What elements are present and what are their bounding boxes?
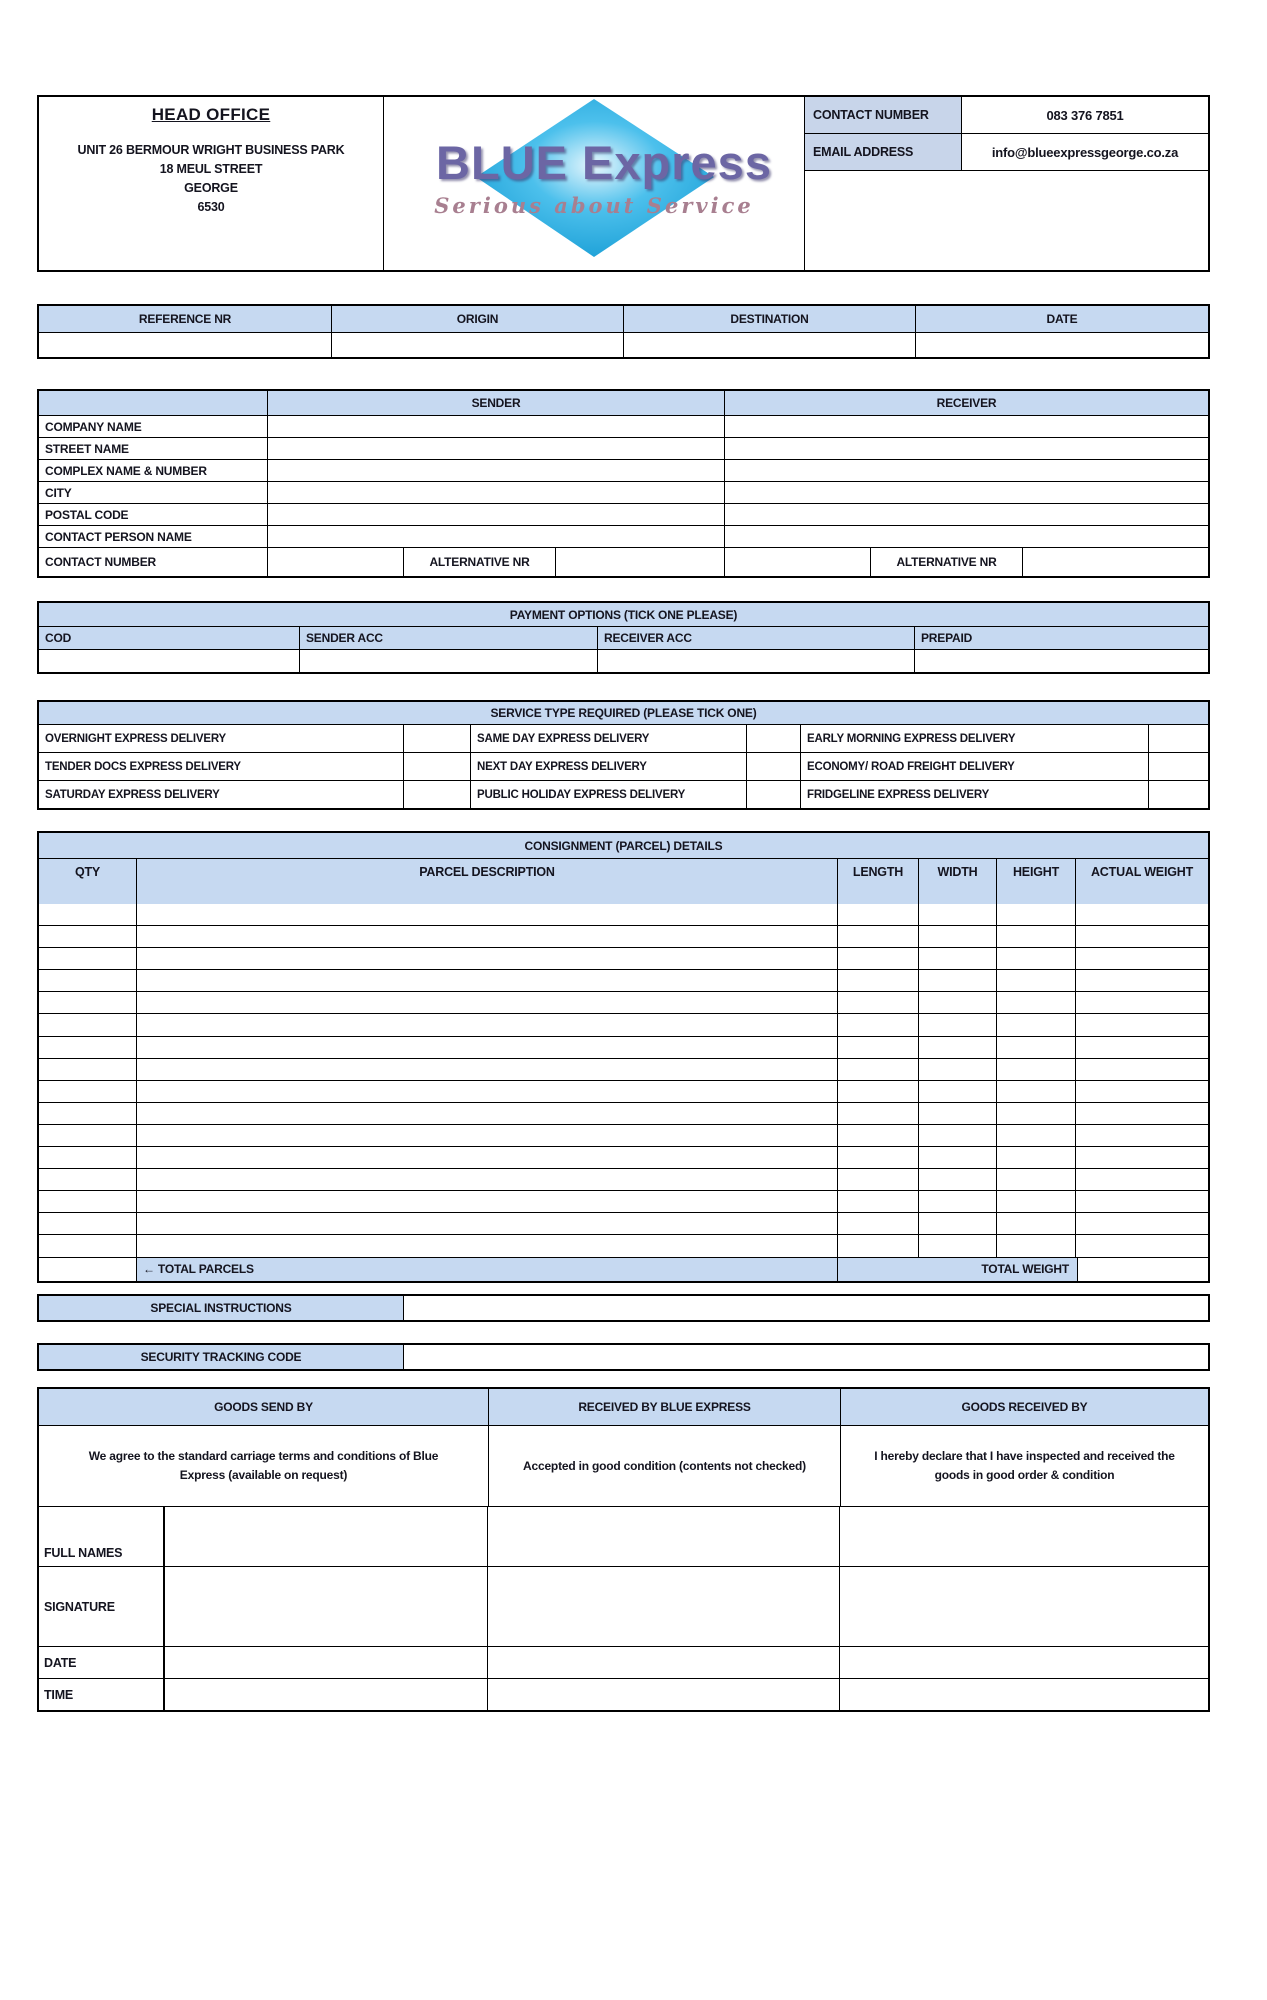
reference-nr-header: REFERENCE NR bbox=[39, 306, 331, 332]
consignment-input-cell[interactable] bbox=[918, 1081, 996, 1102]
saturday-delivery-label: SATURDAY EXPRESS DELIVERY bbox=[45, 788, 220, 801]
sender-terms-statement: We agree to the standard carriage terms and conditions of Blue Express (available on request) bbox=[88, 1449, 439, 1482]
receiver-signature-input-cell[interactable] bbox=[839, 1567, 1208, 1646]
consignment-input-cell[interactable] bbox=[837, 1125, 918, 1146]
goods-send-by-header: GOODS SEND BY bbox=[39, 1389, 488, 1425]
total-weight-label: TOTAL WEIGHT bbox=[837, 1258, 1077, 1281]
consignment-input-cell[interactable] bbox=[1075, 1191, 1208, 1212]
parties-corner-cell bbox=[39, 391, 267, 415]
consignment-input-cell[interactable] bbox=[996, 1081, 1075, 1102]
header-table bbox=[37, 95, 1210, 272]
time-label: TIME bbox=[39, 1679, 164, 1710]
email-value: info@blueexpressgeorge.co.za bbox=[991, 144, 1179, 160]
security-tracking-input-cell[interactable] bbox=[403, 1345, 1208, 1369]
consignment-input-cell[interactable] bbox=[136, 1103, 837, 1124]
full-names-label: FULL NAMES bbox=[39, 1507, 164, 1566]
date-label: DATE bbox=[39, 1647, 164, 1678]
tender-docs-delivery-tick-cell[interactable] bbox=[403, 753, 470, 780]
consignment-input-cell[interactable] bbox=[918, 1059, 996, 1080]
destination-header: DESTINATION bbox=[623, 306, 915, 332]
consignment-empty-row bbox=[39, 991, 1208, 1013]
public-holiday-delivery-label: PUBLIC HOLIDAY EXPRESS DELIVERY bbox=[470, 781, 746, 808]
consignment-input-cell[interactable] bbox=[39, 970, 136, 991]
origin-header: ORIGIN bbox=[331, 306, 623, 332]
consignment-input-cell[interactable] bbox=[1075, 1014, 1208, 1035]
consignment-input-cell[interactable] bbox=[136, 1059, 837, 1080]
next-day-delivery-tick-cell[interactable] bbox=[746, 753, 800, 780]
consignment-input-cell[interactable] bbox=[837, 948, 918, 969]
consignment-input-cell[interactable] bbox=[39, 926, 136, 947]
sender-acc-label: SENDER ACC bbox=[299, 627, 597, 649]
consignment-input-cell[interactable] bbox=[837, 926, 918, 947]
consignment-input-cell[interactable] bbox=[996, 1235, 1075, 1256]
consignment-input-cell[interactable] bbox=[1075, 1169, 1208, 1190]
head-office-address bbox=[39, 141, 383, 217]
receiver-complex-input-cell[interactable] bbox=[724, 460, 1208, 481]
consignment-input-cell[interactable] bbox=[996, 1169, 1075, 1190]
security-tracking-row bbox=[37, 1343, 1210, 1371]
consignment-input-cell[interactable] bbox=[136, 1081, 837, 1102]
same-day-delivery-tick-cell[interactable] bbox=[746, 725, 800, 752]
consignment-input-cell[interactable] bbox=[837, 970, 918, 991]
consignment-input-cell[interactable] bbox=[39, 1081, 136, 1102]
consignment-input-cell[interactable] bbox=[837, 1169, 918, 1190]
length-column-header: LENGTH bbox=[837, 859, 918, 904]
consignment-input-cell[interactable] bbox=[136, 1037, 837, 1058]
consignment-input-cell[interactable] bbox=[1075, 1147, 1208, 1168]
economy-road-freight-tick-cell[interactable] bbox=[1148, 753, 1208, 780]
consignment-input-cell[interactable] bbox=[837, 1081, 918, 1102]
head-office-cell bbox=[39, 97, 383, 270]
consignment-input-cell[interactable] bbox=[136, 948, 837, 969]
consignment-empty-row bbox=[39, 1013, 1208, 1035]
carrier-time-input-cell[interactable] bbox=[487, 1679, 839, 1710]
city-label: CITY bbox=[45, 485, 72, 500]
consignment-empty-row bbox=[39, 1080, 1208, 1102]
parties-table bbox=[37, 389, 1210, 578]
consignment-input-cell[interactable] bbox=[39, 1059, 136, 1080]
receiver-alternative-nr-input-cell[interactable] bbox=[1022, 548, 1208, 576]
sender-complex-input-cell[interactable] bbox=[267, 460, 724, 481]
consignment-input-cell[interactable] bbox=[39, 1014, 136, 1035]
street-name-label: STREET NAME bbox=[45, 441, 129, 456]
next-day-delivery-label: NEXT DAY EXPRESS DELIVERY bbox=[470, 753, 746, 780]
address-line: 6530 bbox=[197, 200, 225, 214]
overnight-delivery-label: OVERNIGHT EXPRESS DELIVERY bbox=[45, 732, 226, 745]
consignment-empty-row bbox=[39, 1102, 1208, 1124]
payment-options-title: PAYMENT OPTIONS (TICK ONE PLEASE) bbox=[39, 603, 1208, 626]
consignment-input-cell[interactable] bbox=[39, 904, 136, 925]
consignment-input-cell[interactable] bbox=[39, 948, 136, 969]
destination-input-cell[interactable] bbox=[623, 333, 915, 357]
economy-road-freight-label: ECONOMY/ ROAD FREIGHT DELIVERY bbox=[800, 753, 1148, 780]
consignment-input-cell[interactable] bbox=[1075, 1081, 1208, 1102]
carrier-full-names-input-cell[interactable] bbox=[487, 1507, 839, 1566]
consignment-input-cell[interactable] bbox=[918, 926, 996, 947]
consignment-input-cell[interactable] bbox=[1075, 1213, 1208, 1234]
address-line: 18 MEUL STREET bbox=[159, 162, 263, 176]
consignment-input-cell[interactable] bbox=[996, 992, 1075, 1013]
cod-label: COD bbox=[39, 627, 299, 649]
receiver-time-input-cell[interactable] bbox=[839, 1679, 1208, 1710]
date-input-cell[interactable] bbox=[915, 333, 1208, 357]
consignment-input-cell[interactable] bbox=[996, 1213, 1075, 1234]
signoff-table bbox=[37, 1387, 1210, 1712]
consignment-input-cell[interactable] bbox=[837, 1059, 918, 1080]
contact-number-row bbox=[805, 97, 1208, 134]
consignment-input-cell[interactable] bbox=[136, 1125, 837, 1146]
consignment-input-cell[interactable] bbox=[136, 1014, 837, 1035]
reference-nr-input-cell[interactable] bbox=[39, 333, 331, 357]
consignment-input-cell[interactable] bbox=[996, 970, 1075, 991]
sender-city-input-cell[interactable] bbox=[267, 482, 724, 503]
consignment-input-cell[interactable] bbox=[1075, 1103, 1208, 1124]
consignment-input-cell[interactable] bbox=[136, 1191, 837, 1212]
actual-weight-column-header: ACTUAL WEIGHT bbox=[1075, 859, 1208, 904]
consignment-input-cell[interactable] bbox=[918, 992, 996, 1013]
consignment-input-cell[interactable] bbox=[136, 1213, 837, 1234]
contact-number-row-label: CONTACT NUMBER bbox=[45, 555, 156, 569]
carrier-signature-input-cell[interactable] bbox=[487, 1567, 839, 1646]
security-tracking-label: SECURITY TRACKING CODE bbox=[39, 1345, 403, 1369]
consignment-input-cell[interactable] bbox=[918, 1103, 996, 1124]
consignment-input-cell[interactable] bbox=[1075, 1125, 1208, 1146]
consignment-empty-row bbox=[39, 969, 1208, 991]
consignment-input-cell[interactable] bbox=[39, 1169, 136, 1190]
special-instructions-input-cell[interactable] bbox=[403, 1296, 1208, 1320]
consignment-input-cell[interactable] bbox=[837, 992, 918, 1013]
receiver-date-input-cell[interactable] bbox=[839, 1647, 1208, 1678]
consignment-input-cell[interactable] bbox=[837, 1191, 918, 1212]
consignment-input-cell[interactable] bbox=[136, 992, 837, 1013]
receiver-contact-number-input-cell[interactable] bbox=[724, 548, 870, 576]
carrier-date-input-cell[interactable] bbox=[487, 1647, 839, 1678]
sender-full-names-input-cell[interactable] bbox=[164, 1507, 487, 1566]
brand-wordmark: BLUE Express bbox=[436, 136, 772, 189]
consignment-input-cell[interactable] bbox=[1075, 926, 1208, 947]
origin-input-cell[interactable] bbox=[331, 333, 623, 357]
contact-person-label: CONTACT PERSON NAME bbox=[45, 529, 192, 544]
receiver-acc-label: RECEIVER ACC bbox=[597, 627, 914, 649]
receiver-acc-tick-cell[interactable] bbox=[597, 650, 914, 672]
consignment-input-cell[interactable] bbox=[39, 992, 136, 1013]
consignment-input-cell[interactable] bbox=[136, 1147, 837, 1168]
consignment-empty-rows bbox=[39, 903, 1208, 1257]
consignment-input-cell[interactable] bbox=[918, 1169, 996, 1190]
complex-name-label: COMPLEX NAME & NUMBER bbox=[45, 463, 207, 478]
service-type-title: SERVICE TYPE REQUIRED (PLEASE TICK ONE) bbox=[39, 702, 1208, 724]
consignment-empty-row bbox=[39, 1036, 1208, 1058]
consignment-input-cell[interactable] bbox=[1075, 904, 1208, 925]
early-morning-delivery-label: EARLY MORNING EXPRESS DELIVERY bbox=[800, 725, 1148, 752]
special-instructions-label: SPECIAL INSTRUCTIONS bbox=[39, 1296, 403, 1320]
consignment-input-cell[interactable] bbox=[136, 1235, 837, 1256]
consignment-input-cell[interactable] bbox=[1075, 970, 1208, 991]
cod-tick-cell[interactable] bbox=[39, 650, 299, 672]
consignment-input-cell[interactable] bbox=[837, 904, 918, 925]
consignment-empty-row bbox=[39, 1124, 1208, 1146]
sender-street-input-cell[interactable] bbox=[267, 438, 724, 459]
special-instructions-row bbox=[37, 1294, 1210, 1322]
header-contact-block bbox=[804, 97, 1208, 270]
prepaid-tick-cell[interactable] bbox=[914, 650, 1208, 672]
consignment-input-cell[interactable] bbox=[39, 1103, 136, 1124]
consignment-empty-row bbox=[39, 1234, 1208, 1256]
consignment-input-cell[interactable] bbox=[918, 970, 996, 991]
sender-contact-person-input-cell[interactable] bbox=[267, 526, 724, 547]
sender-alternative-nr-label: ALTERNATIVE NR bbox=[403, 548, 555, 576]
overnight-delivery-tick-cell[interactable] bbox=[403, 725, 470, 752]
receiver-contact-person-input-cell[interactable] bbox=[724, 526, 1208, 547]
consignment-input-cell[interactable] bbox=[918, 1125, 996, 1146]
consignment-input-cell[interactable] bbox=[996, 1014, 1075, 1035]
consignment-empty-row bbox=[39, 1168, 1208, 1190]
consignment-input-cell[interactable] bbox=[996, 1059, 1075, 1080]
logo-cell bbox=[383, 97, 804, 270]
consignment-input-cell[interactable] bbox=[1075, 1235, 1208, 1256]
consignment-input-cell[interactable] bbox=[837, 1213, 918, 1234]
consignment-input-cell[interactable] bbox=[837, 1235, 918, 1256]
consignment-input-cell[interactable] bbox=[39, 1235, 136, 1256]
consignment-input-cell[interactable] bbox=[136, 970, 837, 991]
consignment-input-cell[interactable] bbox=[996, 1191, 1075, 1212]
consignment-input-cell[interactable] bbox=[918, 1147, 996, 1168]
postal-code-label: POSTAL CODE bbox=[45, 507, 129, 522]
consignment-input-cell[interactable] bbox=[1075, 1037, 1208, 1058]
received-by-blue-express-header: RECEIVED BY BLUE EXPRESS bbox=[488, 1389, 840, 1425]
consignment-input-cell[interactable] bbox=[996, 1125, 1075, 1146]
consignment-input-cell[interactable] bbox=[39, 1213, 136, 1234]
consignment-empty-row bbox=[39, 1146, 1208, 1168]
receiver-postal-input-cell[interactable] bbox=[724, 504, 1208, 525]
consignment-empty-row bbox=[39, 925, 1208, 947]
consignment-empty-row bbox=[39, 1190, 1208, 1212]
fridgeline-delivery-tick-cell[interactable] bbox=[1148, 781, 1208, 808]
consignment-input-cell[interactable] bbox=[837, 1014, 918, 1035]
width-column-header: WIDTH bbox=[918, 859, 996, 904]
consignment-input-cell[interactable] bbox=[837, 1103, 918, 1124]
consignment-input-cell[interactable] bbox=[39, 1191, 136, 1212]
early-morning-delivery-tick-cell[interactable] bbox=[1148, 725, 1208, 752]
consignment-input-cell[interactable] bbox=[39, 1147, 136, 1168]
company-name-label: COMPANY NAME bbox=[45, 419, 142, 434]
payment-options-table bbox=[37, 601, 1210, 674]
receiver-company-input-cell[interactable] bbox=[724, 416, 1208, 437]
carrier-condition-statement: Accepted in good condition (contents not checked) bbox=[488, 1426, 840, 1506]
head-office-title: HEAD OFFICE bbox=[151, 105, 271, 124]
consignment-input-cell[interactable] bbox=[918, 904, 996, 925]
receiver-alternative-nr-label: ALTERNATIVE NR bbox=[870, 548, 1022, 576]
sender-contact-number-input-cell[interactable] bbox=[267, 548, 403, 576]
consignment-input-cell[interactable] bbox=[996, 904, 1075, 925]
consignment-input-cell[interactable] bbox=[837, 1037, 918, 1058]
total-parcels-label: ← TOTAL PARCELS bbox=[136, 1258, 837, 1281]
consignment-input-cell[interactable] bbox=[918, 1191, 996, 1212]
contact-mini-table bbox=[805, 97, 1208, 171]
email-row bbox=[805, 134, 1208, 171]
consignment-table bbox=[37, 831, 1210, 1283]
total-parcels-value-cell[interactable] bbox=[39, 1258, 136, 1281]
consignment-empty-row bbox=[39, 1058, 1208, 1080]
sender-signature-input-cell[interactable] bbox=[164, 1567, 487, 1646]
address-line: GEORGE bbox=[184, 181, 238, 195]
saturday-delivery-tick-cell[interactable] bbox=[403, 781, 470, 808]
date-header: DATE bbox=[915, 306, 1208, 332]
tender-docs-delivery-label: TENDER DOCS EXPRESS DELIVERY bbox=[45, 760, 241, 773]
consignment-empty-row bbox=[39, 947, 1208, 969]
consignment-input-cell[interactable] bbox=[996, 1147, 1075, 1168]
receiver-full-names-input-cell[interactable] bbox=[839, 1507, 1208, 1566]
email-label: EMAIL ADDRESS bbox=[805, 134, 962, 170]
prepaid-label: PREPAID bbox=[914, 627, 1208, 649]
sender-alternative-nr-input-cell[interactable] bbox=[555, 548, 724, 576]
sender-postal-input-cell[interactable] bbox=[267, 504, 724, 525]
total-weight-value-cell[interactable] bbox=[1077, 1258, 1208, 1281]
reference-table bbox=[37, 304, 1210, 359]
consignment-input-cell[interactable] bbox=[39, 1037, 136, 1058]
receiver-city-input-cell[interactable] bbox=[724, 482, 1208, 503]
receiver-street-input-cell[interactable] bbox=[724, 438, 1208, 459]
goods-received-by-header: GOODS RECEIVED BY bbox=[840, 1389, 1208, 1425]
consignment-input-cell[interactable] bbox=[996, 1037, 1075, 1058]
consignment-input-cell[interactable] bbox=[136, 926, 837, 947]
receiver-declaration-statement: I hereby declare that I have inspected and received the goods in good order & condition bbox=[840, 1426, 1208, 1506]
public-holiday-delivery-tick-cell[interactable] bbox=[746, 781, 800, 808]
sender-company-input-cell[interactable] bbox=[267, 416, 724, 437]
fridgeline-delivery-label: FRIDGELINE EXPRESS DELIVERY bbox=[800, 781, 1148, 808]
consignment-input-cell[interactable] bbox=[39, 1125, 136, 1146]
consignment-input-cell[interactable] bbox=[996, 926, 1075, 947]
consignment-input-cell[interactable] bbox=[918, 948, 996, 969]
consignment-input-cell[interactable] bbox=[918, 1235, 996, 1256]
brand-tagline: Serious about Service bbox=[434, 193, 754, 218]
consignment-input-cell[interactable] bbox=[1075, 992, 1208, 1013]
sender-header: SENDER bbox=[267, 391, 724, 415]
consignment-empty-row bbox=[39, 903, 1208, 925]
qty-column-header: QTY bbox=[39, 859, 136, 904]
consignment-input-cell[interactable] bbox=[1075, 948, 1208, 969]
contact-number-value: 083 376 7851 bbox=[1046, 107, 1124, 123]
service-type-table bbox=[37, 700, 1210, 810]
consignment-input-cell[interactable] bbox=[918, 1037, 996, 1058]
consignment-title: CONSIGNMENT (PARCEL) DETAILS bbox=[39, 833, 1208, 858]
consignment-input-cell[interactable] bbox=[136, 1169, 837, 1190]
consignment-input-cell[interactable] bbox=[136, 904, 837, 925]
consignment-input-cell[interactable] bbox=[996, 1103, 1075, 1124]
same-day-delivery-label: SAME DAY EXPRESS DELIVERY bbox=[470, 725, 746, 752]
consignment-input-cell[interactable] bbox=[996, 948, 1075, 969]
receiver-header: RECEIVER bbox=[724, 391, 1208, 415]
sender-date-input-cell[interactable] bbox=[164, 1647, 487, 1678]
consignment-input-cell[interactable] bbox=[918, 1014, 996, 1035]
parcel-description-column-header: PARCEL DESCRIPTION bbox=[136, 859, 837, 904]
signature-label: SIGNATURE bbox=[39, 1567, 164, 1646]
address-line: UNIT 26 BERMOUR WRIGHT BUSINESS PARK bbox=[77, 143, 345, 157]
consignment-input-cell[interactable] bbox=[1075, 1059, 1208, 1080]
contact-number-label: CONTACT NUMBER bbox=[805, 97, 962, 133]
sender-acc-tick-cell[interactable] bbox=[299, 650, 597, 672]
sender-time-input-cell[interactable] bbox=[164, 1679, 487, 1710]
consignment-input-cell[interactable] bbox=[918, 1213, 996, 1234]
height-column-header: HEIGHT bbox=[996, 859, 1075, 904]
consignment-empty-row bbox=[39, 1212, 1208, 1234]
consignment-input-cell[interactable] bbox=[837, 1147, 918, 1168]
